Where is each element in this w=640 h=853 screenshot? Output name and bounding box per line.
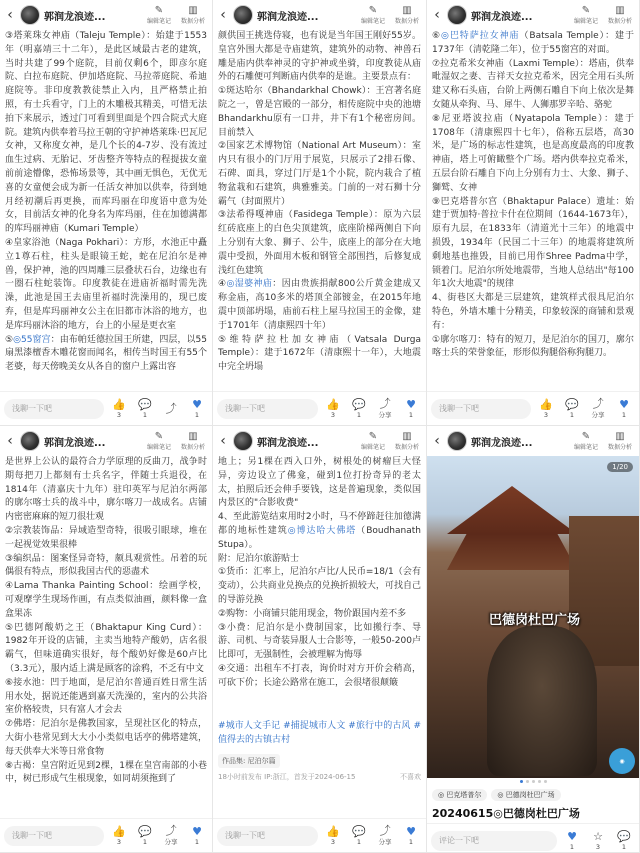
data-analysis-button[interactable]: ▥ 数据分析	[394, 430, 419, 451]
data-analysis-button[interactable]: ▥ 数据分析	[180, 430, 205, 451]
paragraph: ④◎湿婆神庙：因由贵族捐献800公斤黄金建成又称金庙，高10多米的塔顶全部镀金，在2015年地震中顶部坍塌，庙前石柱上屋马拉国王的金像，建于1701年（清康熙四十年）	[218, 279, 421, 331]
paragraph: ⑧尼亚塔波拉庙（Nyatapola Temple）：建于1708年（清康熙四十七年），俗称五层塔，高30米，是广场的标志性建筑，也是高度最高的印度教神庙，塔上可俯瞰整个广场。塔内供奉拉克希米，五层台阶石雕自下向上分别有力士、大象、狮子、獅鹫、女神	[432, 113, 634, 193]
paragraph: ⑧古褐：皇宫附近见到2棵，1棵在皇宫南部的小巷中，树已形成气生根现象，如同胡须拖到了	[5, 760, 207, 785]
edit-icon: ✎	[368, 430, 378, 442]
paragraph: ②国家艺术博物馆（National Art Museum）：室内只有很小的门厅用于展览，只展示了2排石像、石碑、面具，穿过门厅是1个小院，院内栽合了植物盆栽和石建筑，典雅雅美。门前的一对石狮十分霸气（封面照片）	[218, 141, 421, 207]
star-button[interactable]: ☆ 3	[593, 829, 603, 851]
carousel-dot[interactable]	[526, 780, 529, 783]
post-photo[interactable]	[427, 456, 639, 778]
like-button[interactable]: 👍 3	[112, 824, 126, 846]
paragraph: ⑦佛塔：尼泊尔是佛教国家，呈现社区化的特点，大街小巷常见到大大小小类似电话亭的佛塔建筑，每天供奉大米等日常食物	[5, 719, 207, 757]
heart-icon: ♥	[192, 824, 202, 838]
thumbs-up-icon: 👍	[326, 397, 340, 411]
carousel-dot[interactable]	[520, 780, 523, 783]
edit-note-button[interactable]: ✎ 编辑笔记	[360, 430, 385, 451]
paragraph: 颜供国王挑选侍寝，也有说是当年国王刚好55岁。皇宫外围大都是寺庙建筑，建筑外的动物、神兽石雕是庙内供奉神灵的守护神或坐骑，印度教徒从庙外的石雕便可判断庙内供奉的是谁。主要景点有：	[218, 31, 421, 83]
post-footer	[213, 818, 426, 852]
carousel-dots	[427, 778, 639, 785]
carousel-dot[interactable]	[532, 780, 535, 783]
paragraph: 4、至此游览结束用时2小时，马不停蹄赶往加德满都的地标性建筑◎博达哈大佛塔（Boudhanath Stupa）。	[218, 512, 421, 550]
data-analysis-button[interactable]: ▥ 数据分析	[607, 4, 632, 25]
edit-icon: ✎	[154, 4, 164, 16]
favorite-button[interactable]: ♥ 1	[192, 824, 202, 846]
comment-icon: 💬	[617, 829, 631, 843]
comment-input[interactable]: 浅聊一下吧	[4, 399, 104, 419]
comment-button[interactable]: 💬 1	[352, 397, 366, 419]
paragraph: ⑥◎巴特萨拉女神庙（Batsala Temple）：建于1737年（清乾隆二年），位于55窗宫的对面。	[432, 31, 634, 55]
back-arrow-icon[interactable]: ‹	[434, 433, 440, 449]
thumbs-up-icon: 👍	[112, 824, 126, 838]
paragraph: ⑦拉克希米女神庙（Laxmi Temple）：塔庙，供奉毗湿奴之妻、吉祥天女拉克希米，因完全用石头所建又称石头庙，台阶上两侧石雕自下向上依次是舞女随从牵狗、马、犀牛、人狮那罗辛哈、骆驼	[432, 58, 634, 110]
paragraph: ①斑达哈尔（Bhandarkhal Chowk）：王宫著名庭院之一，曾是宫殿的一部分，相传庭院中央的池塘Bhandarkhu原有一口井，井下有1个秘密房间。目前禁入	[218, 86, 421, 138]
paragraph: ⑥接水池：凹于地面，是尼泊尔普通百姓日常生活用水处，据说还能遇到嘉天洗澡的，室内的公共浴室价格较贵，只有富人才会去	[5, 677, 207, 716]
paragraph: ④交通：出租车不打表，询价时对方开价会稍高，可砍下价；长途公路常在施工，会很堵很颠簸	[218, 663, 421, 688]
location-chip[interactable]: ◎ 巴克塔普尔	[432, 789, 487, 801]
stamp-badge-icon: ◉	[609, 748, 635, 774]
avatar[interactable]	[20, 5, 40, 25]
heart-icon: ♥	[567, 829, 577, 843]
location-link[interactable]: ◎湿婆神庙	[226, 279, 273, 290]
avatar[interactable]	[447, 5, 467, 25]
post-body	[427, 30, 639, 391]
post-footer	[427, 391, 639, 425]
back-arrow-icon[interactable]: ‹	[7, 433, 13, 449]
share-button[interactable]	[160, 403, 182, 415]
post-panel-5	[213, 426, 427, 853]
favorite-button[interactable]: ♥ 1	[619, 397, 629, 419]
post-body	[213, 30, 426, 391]
paragraph: 附：尼泊尔旅游贴士	[218, 553, 300, 564]
temple-shape	[447, 486, 577, 606]
post-panel-4	[0, 426, 213, 853]
paragraph: 4、街巷区大都是三层建筑，建筑样式很具尼泊尔特色，外墙木雕十分精美，印象较深的商铺和景观有：	[432, 293, 634, 331]
comment-input[interactable]: 评论一下吧	[431, 831, 557, 851]
post-footer	[427, 823, 639, 853]
chart-icon: ▥	[615, 4, 625, 16]
post-header	[213, 0, 426, 30]
paragraph: 地上；另1棵在西入口外，树根处的树瘤巨大怪异，旁边设立了佛龛，碰到1位打扮奇异的老太太，拍照后还会伸手要钱，这是普遍现象，类似国内景区的"合影收费"	[218, 457, 421, 509]
location-link[interactable]: ◎博达哈大佛塔	[287, 525, 357, 536]
chart-icon: ▥	[402, 430, 412, 442]
username[interactable]: 郭润龙浪迹...	[44, 437, 106, 449]
publish-info: 18小时前发布 IP:浙江，首发于2024-06-15	[218, 773, 356, 781]
paragraph: ①货币：汇率上，尼泊尔卢比/人民币=18/1（会有变动），公共商业兑换点的兑换折损较大，可找自己的导游兑换	[218, 567, 421, 605]
edit-icon: ✎	[581, 430, 591, 442]
avatar[interactable]	[233, 431, 253, 451]
comment-icon: 💬	[352, 824, 366, 838]
thumbs-up-icon: 👍	[112, 397, 126, 411]
favorite-button[interactable]: ♥ 1	[567, 829, 577, 851]
paragraph: ③塔莱珠女神庙（Taleju Temple）：始建于1553年（明嘉靖三十二年），是此区域最古老的建筑，当时共建了99个庭院，目前仅剩6个，即彦尔庭院、白拉布庭院、伊加塔庭院、马拉蒂庭院、希迪庭院等。非印度教教徒禁止入内，且严格禁止拍照，有士兵看守，门上的木雕极其精美，可惜无法拍下来展示，透过门可看到里面是个四合院式大庭院。建筑内供奉着马拉王朝的守护神塔莱珠·巴瓦尼女神，又称度女神，是几个长的4-7岁、没有流过血生过病、无胎记、牙齿整齐等特点的程提拔女童前前途懵像，恐怖场景等，其中画无惧色，无优无喜的女童便会成为新一任活女神加以供奉，待到她月经初潮后再更换，而库玛丽在印度语中意为处女，目前活女神的化身名为库玛丽，住在加德满都的库玛丽神庙（Kumari Temple）	[5, 31, 207, 235]
post-body	[0, 30, 212, 391]
post-panel-6	[427, 426, 640, 853]
thumbs-up-icon: 👍	[539, 397, 553, 411]
photo-caption: 巴德岗杜巴广场	[489, 613, 581, 628]
paragraph: ④Lama Thanka Painting School：绘画学校，可观摩学生现场作画，有点类似油画，颜料像一盒盒果冻	[5, 581, 207, 619]
post-body	[213, 456, 426, 718]
avatar[interactable]	[20, 431, 40, 451]
comment-button[interactable]: 💬 1	[138, 397, 152, 419]
post-footer	[0, 818, 212, 852]
share-icon: ⤴	[379, 824, 391, 837]
star-icon: ☆	[593, 829, 603, 843]
paragraph: ②宗教装饰品：异域造型奇特，很吸引眼球，堆在一起视觉效果很棒	[5, 525, 207, 550]
share-icon: ⤴	[165, 401, 177, 415]
share-button[interactable]: ⤴ 分享	[591, 397, 605, 419]
thumbs-up-icon: 👍	[326, 824, 340, 838]
comment-icon: 💬	[138, 824, 152, 838]
data-analysis-button[interactable]: ▥ 数据分析	[394, 4, 419, 25]
comment-button[interactable]: 💬 1	[565, 397, 579, 419]
chart-icon: ▥	[188, 430, 198, 442]
chart-icon: ▥	[402, 4, 412, 16]
comment-button[interactable]: 💬 1	[352, 824, 366, 846]
paragraph: ②购物：小商铺只能用现金，物价跟国内差不多	[218, 608, 407, 619]
post-meta	[213, 770, 426, 784]
post-panel-2	[213, 0, 427, 426]
photo-counter: 1/20	[607, 462, 633, 472]
comment-icon: 💬	[138, 397, 152, 411]
heart-icon: ♥	[406, 397, 416, 411]
edit-note-button[interactable]: ✎ 编辑笔记	[146, 4, 171, 25]
post-panel-3	[427, 0, 640, 426]
post-footer	[213, 391, 426, 425]
paragraph: ③法希得嘎神庙（Fasidega Temple）：原为六层红砖底座上的白色尖顶建筑，底座阶梯两侧自下向上分别有大象、狮子、公牛，底座上的部分在大地震中受损，外面用木板和钢管全部围挡，后修复成浅红色建筑	[218, 210, 421, 276]
share-button[interactable]: ⤴ 分享	[164, 824, 178, 846]
edit-note-button[interactable]: ✎ 编辑笔记	[573, 4, 598, 25]
data-analysis-button[interactable]: ▥ 数据分析	[607, 430, 632, 451]
share-icon: ⤴	[592, 397, 604, 410]
chart-icon: ▥	[615, 430, 625, 442]
paragraph: ⑤巴德阿酸奶之王（Bhaktapur King Curd）：1982年开设的店铺，主卖当地特产酸奶，店名很霸气，但味道确实很好，每个酸奶好像是60卢比（3.3元），服内适上满是顾客的涂鸦，不乏有中文	[5, 622, 207, 674]
location-link[interactable]: ◎巴特萨拉女神庙	[441, 31, 520, 41]
edit-icon: ✎	[154, 430, 164, 442]
like-button[interactable]: 👍 3	[112, 397, 126, 419]
comment-button[interactable]: 💬 1	[617, 829, 631, 851]
comment-input[interactable]: 浅聊一下吧	[217, 826, 318, 846]
username[interactable]: 郭润龙浪迹...	[44, 11, 106, 23]
favorite-button[interactable]: ♥ 1	[406, 824, 416, 846]
location-chip[interactable]: ◎ 巴德岗杜巴广场	[491, 789, 560, 801]
carousel-dot[interactable]	[544, 780, 547, 783]
like-button[interactable]: 👍 3	[326, 397, 340, 419]
comment-icon: 💬	[352, 397, 366, 411]
username[interactable]: 郭润龙浪迹...	[257, 11, 319, 23]
post-panel-1	[0, 0, 213, 426]
back-arrow-icon[interactable]: ‹	[220, 7, 226, 23]
data-analysis-button[interactable]: ▥ 数据分析	[180, 4, 205, 25]
comment-input[interactable]: 浅聊一下吧	[4, 826, 104, 846]
username[interactable]: 郭润龙浪迹...	[471, 11, 533, 23]
username[interactable]: 郭润龙浪迹...	[257, 437, 319, 449]
back-arrow-icon[interactable]: ‹	[434, 7, 440, 23]
dislike-button[interactable]: 不喜欢	[400, 773, 421, 781]
works-row	[213, 748, 426, 770]
paragraph: ⑤维特萨拉杜加女神庙（Vatsala Durga Temple）：建于1672年（清康熙十一年），大地震中完全坍塌	[218, 334, 421, 373]
comment-input[interactable]: 浅聊一下吧	[217, 399, 318, 419]
share-button[interactable]: ⤴ 分享	[378, 824, 392, 846]
heart-icon: ♥	[192, 397, 202, 411]
edit-note-button[interactable]: ✎ 编辑笔记	[360, 4, 385, 25]
chart-icon: ▥	[188, 4, 198, 16]
paragraph: ⑤◎55窗宫：由布帕廷德拉国王所建，四层，以55扇黑漆檀香木雕花窗而闻名，相传当时国王有55个老婆，每天傍晚美女从各自的窗户上露出容	[5, 334, 208, 373]
back-arrow-icon[interactable]: ‹	[7, 7, 13, 23]
paragraph: ④皇家浴池（Naga Pokhari）：方形，水池正中矗立1尊石柱，柱头是眼镜王蛇，蛇在尼泊尔是神兽，保护神，池的四周雕三层叠状石台，边缘也有一圈石柱蛇装饰。印度教徒在进庙祈福时需先洗澡，此池是国王去庙里祈福时洗澡用的，现已废弃，但是库玛丽神女公主在旧都市沐浴的地方，也是库玛丽沐浴的地方，台上的小屋是更衣室	[5, 237, 207, 331]
edit-note-button[interactable]: ✎ 编辑笔记	[146, 430, 171, 451]
paragraph: 是世界上公认的最符合力学原理的反曲刀，战争时期每把刀上都刻有士兵名字，伴随士兵退役，在1814年（清嘉庆十九年）驻印英军与尼泊尔两部的廓尔喀士兵的战斗中，廓尔喀刀一战成名。店铺内密密麻麻的短刀很壮观	[5, 457, 207, 523]
post-footer	[0, 391, 212, 425]
like-button[interactable]: 👍 3	[539, 397, 553, 419]
location-link[interactable]: ◎55窗宫	[13, 334, 51, 345]
like-button[interactable]: 👍 3	[326, 824, 340, 846]
back-arrow-icon[interactable]: ‹	[220, 433, 226, 449]
comment-icon: 💬	[565, 397, 579, 411]
works-collection-chip[interactable]: 作品集: 尼泊尔篇	[218, 754, 280, 768]
share-icon: ⤴	[165, 824, 177, 837]
post-body	[0, 456, 212, 818]
comment-input[interactable]: 浅聊一下吧	[431, 399, 531, 419]
heart-icon: ♥	[406, 824, 416, 838]
avatar[interactable]	[447, 431, 467, 451]
carousel-dot[interactable]	[538, 780, 541, 783]
edit-icon: ✎	[581, 4, 591, 16]
edit-note-button[interactable]: ✎ 编辑笔记	[573, 430, 598, 451]
hashtags[interactable]: #城市人文手记 #捕捉城市人文 #旅行中的古风 #值得去的古镇古村	[218, 721, 421, 745]
share-icon: ⤴	[379, 397, 391, 410]
paragraph: ③小费：尼泊尔是小费制国家，比如搬行李、导游、司机、与奇装异服人士合影等，一般50-200卢比即可，无强制性，会被理解为悔辱	[218, 622, 421, 661]
share-button[interactable]: ⤴ 分享	[378, 397, 392, 419]
post-header	[0, 0, 212, 30]
edit-icon: ✎	[368, 4, 378, 16]
lion-statue-shape	[487, 626, 597, 776]
username[interactable]: 郭润龙浪迹...	[471, 437, 533, 449]
location-chips	[427, 785, 639, 803]
comment-button[interactable]: 💬 1	[138, 824, 152, 846]
post-header	[427, 0, 639, 30]
post-header	[0, 426, 212, 456]
favorite-button[interactable]: ♥ 1	[192, 397, 202, 419]
post-header	[427, 426, 639, 456]
post-header	[213, 426, 426, 456]
paragraph: ①廓尔喀刀：特有的短刀，是尼泊尔的国刀，廓尔喀士兵的荣誉象征，形形似狗腿俗称狗腿刀。	[432, 334, 634, 359]
avatar[interactable]	[233, 5, 253, 25]
post-title: 20240615◎巴德岗杜巴广场	[432, 807, 580, 820]
favorite-button[interactable]: ♥ 1	[406, 397, 416, 419]
paragraph: ⑨巴克塔普尔宫（Bhaktapur Palace）遗址：始建于贾加特·普拉卡什在位期间（1644-1673年），原有九层，在1833年（清道光十三年）的地震中损毁，1934年（民国二十三年）的地震将建筑所剩地基也推毁，目前已用作Shree Padma中学，锁着门。尼泊尔所处地震带，当地人总结出"每100年1次大地震"的规律	[432, 196, 634, 290]
heart-icon: ♥	[619, 397, 629, 411]
paragraph: ③编织品：图案怪异奇特，颇具观赏性。吊着的玩偶很有特点，形似我国古代的惡盡术	[5, 553, 207, 578]
